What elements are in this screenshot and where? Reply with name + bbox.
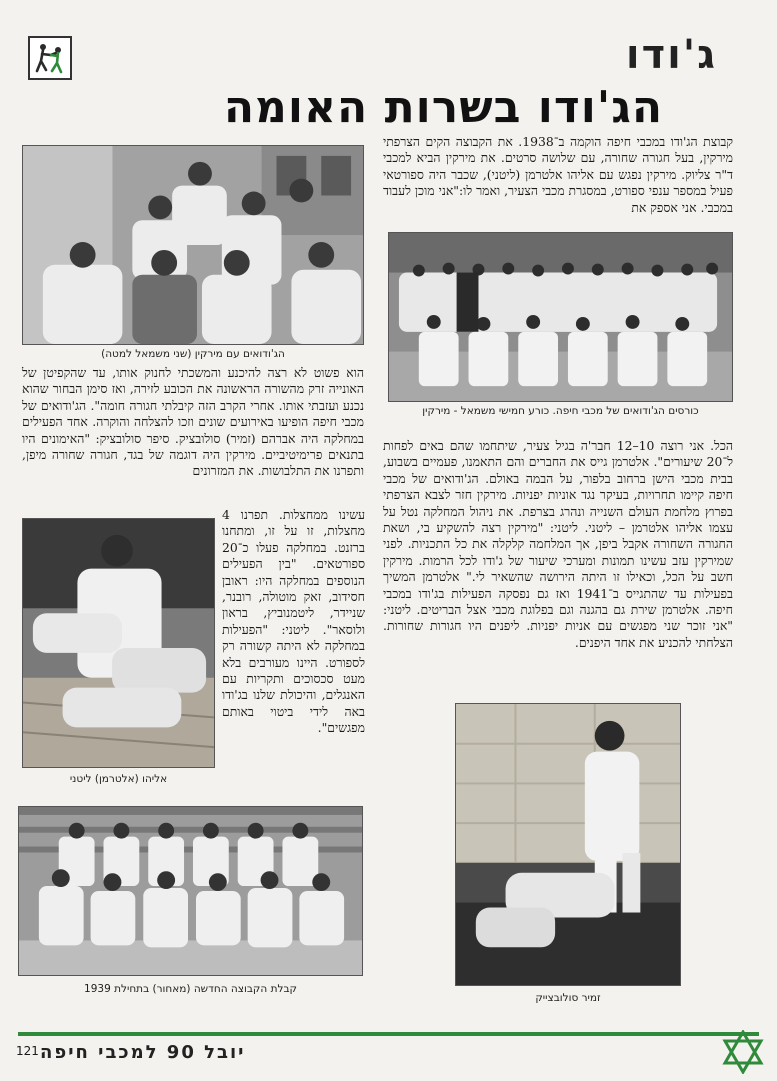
photo-group-1939	[18, 806, 363, 976]
article-text-narrow	[222, 507, 365, 737]
article-text-right-bottom	[383, 438, 733, 651]
article-text-right-top	[383, 134, 733, 216]
caption-zamir: זמיר סולובצייק	[535, 992, 601, 1004]
paragraph: הכל. אני רוצה 10–12 חבר'ה בגיל צעיר, שיתחמו שהם באים לפחות ל־20 שיעורים". אלטרמן גייס את החברים והם התאמנו, פעמיים בשבוע, בבית מכבי הישן ברחוב בלפור, על הבמה באולם. הג'ודואים של מכבי חיפה קיימו תחרויות, בעיקר נגד אוניות יפניות. מירקין חזר לצבא הצרפתי בפרוץ מלחמת העולם השנייה ונהרג בצרפת. את ניהול המחלקה נטל על עצמו אליהו אלטרמן – ליטני. ליטני: "מירקין רצה להשקיע בי, ושאת החגורה השחורה אקבל ביפן, אך המלחמה קלקלה את כל התכניות. לפני שמירקין עזב עשינו תמונות ומערכי שיעור של ג'ודו לכל הרמות. מירקין חשב על הכל, וכאילו זו היתה הירושה שהשאיר לי." אלטרמן המשיך בפעילות עד שהתגייס ב־1941 ואז גם נפסקה הפעילות בג'ודו במכבי חיפה. אלטרמן שירת גם בהגנה וגם בפלוגת מכבי אצל הבריטים. ליטני: "אני זוכר שני מפגשים עם אניות יפניות. ליפנים היו חגורות שחורות. הצלחתי להכניע את אחד היפנים.	[383, 438, 733, 650]
paragraph: עשינו ממחצלות. תפרנו 4 מחצלות, זו על זו, ומתחנו ברזנט. במחלקה פעלו כ־20 ספורטאים. "בין הפעילים הנוספים במחלקה היו: ראובן חסידוב, זאק מוטולה, רובנר, שניידר, ליטמנוביץ, בראון ולוסאר". ליטני: "הפעילות במחלקה לא היתה קשורה רק לספורט. היינו מעורבים בלא מעט סכסוכים ותקריות עם האנגלים, והיכולת שלנו בג'ודו באה לידי ביטוי באותם מפגשים".	[222, 507, 365, 736]
article-title: הג'ודו בשרות האומה	[223, 82, 664, 133]
section-title: ג'ודו	[625, 32, 717, 78]
paragraph: קבוצת הג'ודו במכבי חיפה הוקמה ב־1938. את הקבוצה הקים הצרפתי מירקין, בעל חגורה שחורה, עם שלושה סרטים. את מירקין הביא למכבי ד"ר צליוק. מירקין נפגש עם אליהו אלטרמן (ליטני), שכבר היה ספורטאי פעיל במספר ענפי ספורט, במסגרת מכבי הצעיר, ואמר לו:"אני מוכן לעבוד במכבי. אני אספק את	[383, 134, 733, 215]
article-text-left-top	[22, 365, 364, 480]
photo-litani	[22, 518, 215, 768]
photo-course-group	[388, 232, 733, 402]
caption-litani: אליהו (אלטרמן) ליטני	[69, 773, 168, 785]
paragraph: הוא פשוט לא רצה להיכנע והמשכתי לחנוק אותו, עד שהקפיטן של האונייה זרק מהשורה הראשונה את הכובע לזירה, ואז סימן הבחור שהוא נכנע ועזבתי אותו. אחרי הקרב הזה קיבלתי חגורה חומה". הג'ודואים של מכבי חיפה הופיעו באירועים שונים וזכו להצלחה והוקרה. אחד הפעילים במחלקה היה אברהם (זמיר) סולובציק. סיפר סולובציק: "האימונים היו בתנאים פרימיטיביים. מירקין היה דוגמה של בגד, חגורה שחורה מיפן, ותפרנו את התלבושות. את המזרונים	[22, 365, 364, 479]
footer-divider	[18, 1032, 759, 1036]
photo-zamir	[455, 703, 681, 986]
judo-figures-icon	[28, 36, 72, 80]
caption-course: כורסים הג'ודואים של מכבי חיפה. כורע חמישי משמאל - מירקין	[422, 405, 699, 417]
page-number: 121	[16, 1044, 39, 1058]
footer-title: יובל 90 למכבי חיפה	[40, 1042, 246, 1063]
caption-group-1939: קבלת הקבוצה החדשה (מאחור) בתחילת 1939	[84, 983, 297, 995]
caption-group-mirkin: הג'ודואים עם מירקין (שני משמאל למטה)	[101, 348, 285, 360]
photo-group-mirkin	[22, 145, 364, 345]
section-header	[626, 28, 717, 82]
maccabi-star-logo-icon	[721, 1030, 765, 1074]
